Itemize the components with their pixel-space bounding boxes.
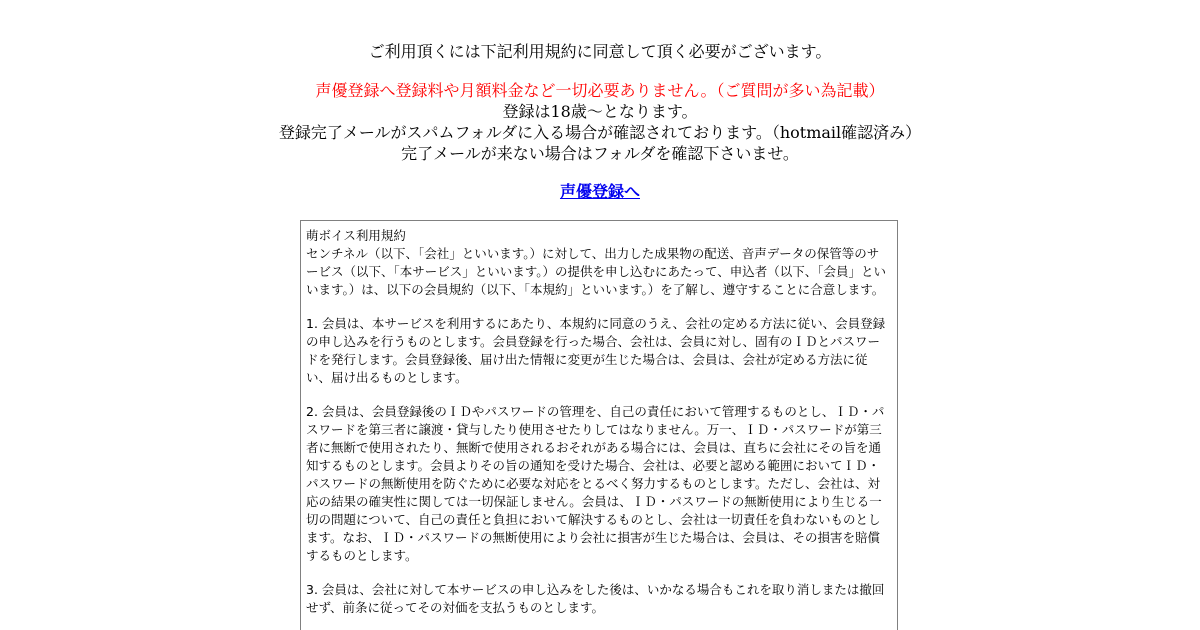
terms-title: 萌ボイス利用規約	[306, 228, 406, 243]
terms-article-1: 1. 会員は、本サービスを利用するにあたり、本規約に同意のうえ、会社の定める方法に従い、会員登録の申し込みを行うものとします。会員登録を行った場合、会社は、会員に対し、固有のＩＤとパスワードを発行します。会員登録後、届け出た情報に変更が生じた場合は、会員は、会社が定める方法に従い、届け出るものとします。	[306, 316, 886, 385]
check-folder-notice: 完了メールが来ない場合はフォルダを確認下さいませ。	[401, 144, 799, 163]
intro-text: ご利用頂くには下記利用規約に同意して頂く必要がございます。	[368, 42, 832, 61]
notice-block	[0, 80, 1200, 164]
terms-content	[301, 221, 897, 617]
register-link-container	[0, 181, 1200, 202]
voice-actor-register-link[interactable]: 声優登録へ	[559, 182, 640, 201]
age-notice: 登録は18歳～となります。	[502, 102, 698, 121]
spam-folder-notice: 登録完了メールがスパムフォルダに入る場合が確認されております。（hotmail確認済み）	[278, 123, 922, 142]
terms-preamble: センチネル（以下、「会社」といいます。）に対して、出力した成果物の配送、音声データの保管等のサービス（以下、「本サービス」といいます。）の提供を申し込むにあたって、申込者（以下、「会員」といいます。）は、以下の会員規約（以下、「本規約」といいます。）を了解し、遵守することに合意します。	[306, 246, 887, 297]
no-fee-notice: 声優登録へ登録料や月額料金など一切必要ありません。（ご質問が多い為記載）	[315, 81, 885, 100]
terms-textarea[interactable]	[300, 220, 898, 630]
terms-article-2: 2. 会員は、会員登録後のＩＤやパスワードの管理を、自己の責任において管理するものとし、ＩＤ・パスワードを第三者に譲渡・貸与したり使用させたりしてはなりません。万一、ＩＤ・パスワードが第三者に無断で使用されたり、無断で使用されるおそれがある場合には、会員は、直ちに会社にその旨を通知するものとします。会員よりその旨の通知を受けた場合、会社は、必要と認める範囲においてＩＤ・パスワードの無断使用を防ぐために必要な対応をとるべく努力するものとします。ただし、会社は、対応の結果の確実性に関しては一切保証しません。会員は、ＩＤ・パスワードの無断使用により生じる一切の問題について、自己の責任と負担において解決するものとし、会社は一切責任を負わないものとします。なお、ＩＤ・パスワードの無断使用により会社に損害が生じた場合は、会員は、その損害を賠償するものとします。	[306, 404, 885, 563]
terms-article-3: 3. 会員は、会社に対して本サービスの申し込みをした後は、いかなる場合もこれを取り消しまたは撤回せず、前条に従ってその対価を支払うものとします。	[306, 582, 885, 615]
